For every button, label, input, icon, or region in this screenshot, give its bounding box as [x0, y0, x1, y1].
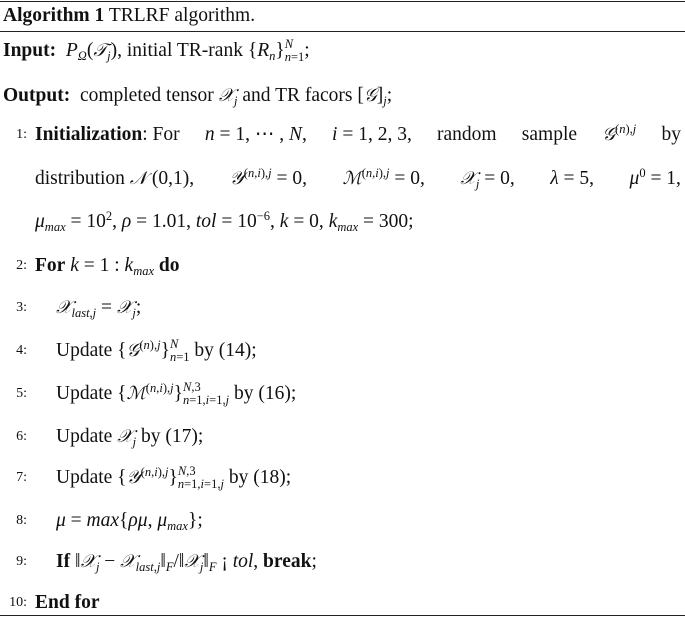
input-render: $P_\Omega(𝒯_j)$, initial TR-rank $\{R_n\}$ N n=1 ;: [65, 36, 310, 64]
step-number: 6:: [16, 429, 27, 444]
output-render: completed tensor 𝒳$_j$ and TR facors $[𝒢]_j$;: [75, 85, 393, 109]
step-number: 5:: [16, 386, 27, 401]
step-number: 4:: [16, 343, 27, 358]
step-keyword: Initialization: [35, 124, 143, 145]
step-number: 7:: [16, 470, 27, 485]
step-number: 2:: [16, 258, 27, 273]
input-label: Input:: [3, 40, 57, 61]
step-number: 9:: [16, 554, 27, 569]
bottom-rule: [0, 615, 685, 616]
step-1-line-1: Initialization: For n = 1, ⋯ , N, i = 1, 2, 3, random sample 𝒢$^{(n),j}$ by: [35, 122, 681, 145]
step-number: 10:: [9, 595, 27, 610]
title-rule: [0, 31, 685, 32]
step-number: 1:: [16, 127, 27, 142]
output-line: [3, 81, 392, 111]
step-number: 3:: [16, 300, 27, 315]
step-keyword: If: [56, 551, 71, 572]
step-keyword: End for: [35, 592, 100, 613]
algorithm-label: Algorithm 1: [3, 5, 105, 26]
input-line: [3, 36, 310, 66]
algorithm-title: [3, 1, 255, 31]
algorithm-name: TRLRF algorithm.: [108, 5, 256, 26]
step-number: 8:: [16, 513, 27, 528]
step-keyword: For: [35, 255, 66, 276]
output-label: Output:: [3, 85, 71, 106]
